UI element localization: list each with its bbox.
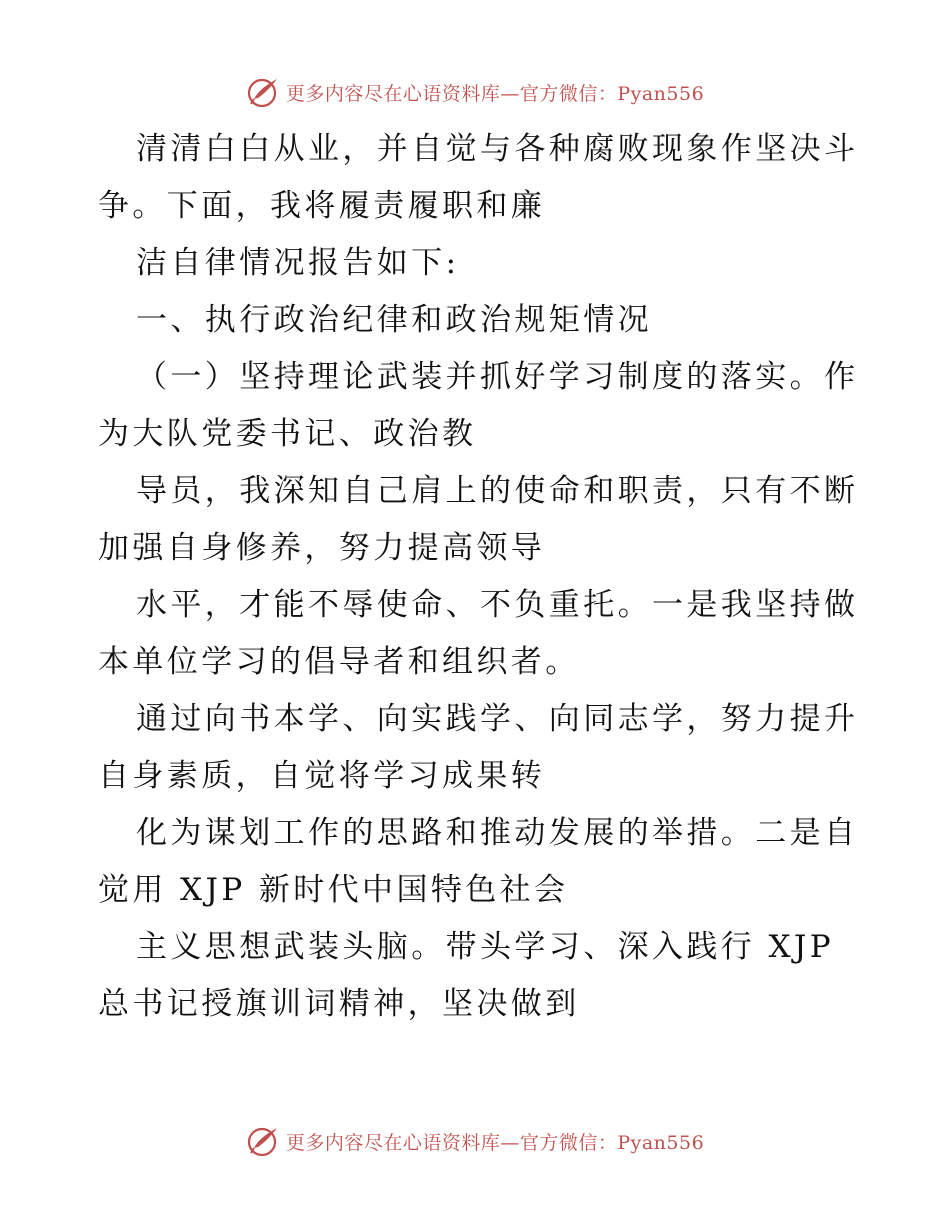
header-watermark <box>0 72 950 112</box>
text-line: 化为谋划工作的思路和推动发展的举措。二是自 <box>136 815 858 851</box>
section-heading: 一、执行政治纪律和政治规矩情况 <box>136 302 652 338</box>
watermark-text: 更多内容尽在心语资料库—官方微信：Pyan556 <box>285 82 705 105</box>
quill-pen-circle-icon <box>246 1124 280 1158</box>
text-line: （一）坚持理论武装并抓好学习制度的落实。作 <box>136 359 858 395</box>
text-line: 洁自律情况报告如下: <box>136 245 460 281</box>
text-line: 导员，我深知自己肩上的使命和职责，只有不断 <box>136 473 858 509</box>
text-line: 通过向书本学、向实践学、向同志学，努力提升 <box>136 701 858 737</box>
text-line: 总书记授旗训词精神，坚决做到 <box>98 986 580 1022</box>
text-line: 清清白白从业，并自觉与各种腐败现象作坚决斗 <box>136 131 858 167</box>
text-line: 为大队党委书记、政治教 <box>98 416 477 452</box>
footer-watermark <box>0 1121 950 1161</box>
text-line: 觉用 XJP 新时代中国特色社会 <box>98 872 569 908</box>
text-line: 争。下面，我将履责履职和廉 <box>98 188 546 224</box>
text-line: 本单位学习的倡导者和组织者。 <box>98 644 580 680</box>
text-line: 水平，才能不辱使命、不负重托。一是我坚持做 <box>136 587 858 623</box>
quill-pen-circle-icon <box>246 75 280 109</box>
text-line: 自身素质，自觉将学习成果转 <box>98 758 546 794</box>
text-line: 主义思想武装头脑。带头学习、深入践行 XJP <box>136 929 835 965</box>
watermark-text: 更多内容尽在心语资料库—官方微信：Pyan556 <box>285 1131 705 1154</box>
text-line: 加强自身修养，努力提高领导 <box>98 530 546 566</box>
document-body <box>98 121 858 1033</box>
